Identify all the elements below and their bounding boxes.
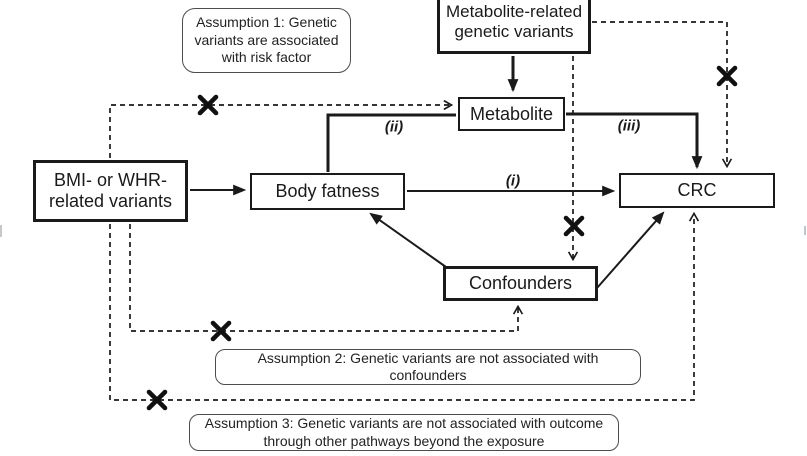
assumption-1-callout bbox=[182, 8, 351, 73]
node-label: related variants bbox=[48, 191, 173, 211]
edge-label-ii: (ii) bbox=[384, 118, 404, 136]
node-confounders bbox=[443, 266, 598, 301]
node-body-fatness bbox=[250, 173, 405, 210]
edge-confounders-to-body-fatness bbox=[371, 214, 446, 267]
node-label: Confounders bbox=[468, 273, 573, 294]
assumption-text: with risk factor bbox=[221, 49, 312, 66]
assumption-3-callout bbox=[189, 414, 619, 451]
node-label: Metabolite bbox=[469, 103, 554, 124]
dashed-edge-metabolite-variants-to-crc bbox=[592, 22, 727, 166]
assumption-text: Assumption 1: Genetic bbox=[196, 14, 337, 31]
blocked-path-x-icon bbox=[566, 218, 582, 234]
assumption-text: Assumption 2: Genetic variants are not associated with bbox=[257, 349, 599, 366]
node-crc bbox=[619, 173, 775, 208]
edge-confounders-to-crc bbox=[597, 213, 663, 288]
assumption-2-callout bbox=[215, 349, 641, 385]
node-label: Body fatness bbox=[275, 181, 380, 202]
node-metabolite bbox=[458, 97, 565, 131]
assumption-text: variants are associated bbox=[194, 31, 339, 48]
node-label: Metabolite-related bbox=[445, 2, 583, 22]
node-metabolite-related-genetic-variants bbox=[437, 0, 591, 54]
assumption-text: confounders bbox=[389, 367, 467, 383]
node-label: CRC bbox=[677, 180, 717, 201]
node-bmi-or-whr-related-variants bbox=[33, 160, 188, 222]
node-label: genetic variants bbox=[454, 22, 574, 41]
edge-label-iii: (iii) bbox=[617, 117, 641, 135]
assumption-text: through other pathways beyond the exposure bbox=[263, 432, 545, 449]
assumption-text: Assumption 3: Genetic variants are not associated with outcome bbox=[204, 415, 604, 431]
edge-label-i: (i) bbox=[505, 172, 521, 190]
node-label: BMI- or WHR- bbox=[54, 170, 167, 191]
